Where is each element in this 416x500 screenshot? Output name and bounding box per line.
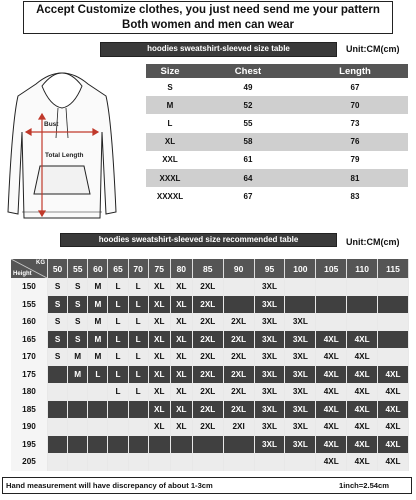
size-recommendation-cell: XL bbox=[148, 383, 170, 401]
size-recommendation-cell: 2XL bbox=[192, 418, 223, 436]
size-recommendation-cell: 2XL bbox=[192, 366, 223, 384]
recommend-table bbox=[11, 259, 409, 471]
header-line-2: Both women and men can wear bbox=[122, 19, 294, 31]
size-table-banner-text: hoodies sweatshirt-sleeved size table bbox=[147, 44, 290, 53]
size-recommendation-cell: XL bbox=[148, 331, 170, 349]
table-row bbox=[11, 313, 409, 331]
size-recommendation-cell: L bbox=[128, 313, 148, 331]
size-recommendation-cell bbox=[148, 436, 170, 454]
length-cell: 67 bbox=[350, 82, 360, 92]
size-recommendation-cell bbox=[148, 453, 170, 471]
size-cell: XL bbox=[146, 133, 194, 151]
size-recommendation-cell: XL bbox=[148, 313, 170, 331]
size-recommendation-cell bbox=[316, 278, 347, 296]
size-unit-label: Unit:CM(cm) bbox=[346, 44, 400, 54]
size-recommendation-cell bbox=[108, 453, 128, 471]
size-recommendation-cell bbox=[378, 296, 409, 314]
size-recommendation-cell: 4XL bbox=[347, 383, 378, 401]
height-cell: 205 bbox=[11, 453, 48, 471]
height-cell: 165 bbox=[11, 331, 48, 349]
size-table-banner bbox=[100, 42, 337, 57]
discrepancy-note: Hand measurement will have discrepancy of about 1-3cm bbox=[6, 481, 213, 490]
size-recommendation-cell: 4XL bbox=[316, 366, 347, 384]
bust-label: Bust bbox=[44, 121, 59, 128]
size-recommendation-cell: XL bbox=[148, 401, 170, 419]
size-recommendation-cell bbox=[316, 296, 347, 314]
size-recommendation-cell bbox=[128, 418, 148, 436]
size-cell: L bbox=[167, 118, 173, 128]
size-recommendation-cell: L bbox=[108, 296, 128, 314]
size-recommendation-cell: 4XL bbox=[378, 366, 409, 384]
col-length: Length bbox=[302, 64, 408, 78]
table-row bbox=[11, 366, 409, 384]
size-recommendation-cell bbox=[48, 418, 68, 436]
size-recommendation-cell: 2XL bbox=[223, 366, 254, 384]
size-recommendation-cell bbox=[88, 418, 108, 436]
size-recommendation-cell bbox=[347, 313, 378, 331]
size-recommendation-cell: 2XL bbox=[192, 383, 223, 401]
size-recommendation-cell: 2XL bbox=[223, 383, 254, 401]
size-recommendation-cell: L bbox=[128, 278, 148, 296]
size-recommendation-cell: XL bbox=[170, 296, 192, 314]
inch-conversion: 1inch=2.54cm bbox=[338, 481, 389, 490]
size-recommendation-cell bbox=[223, 436, 254, 454]
weight-header: 65 bbox=[108, 259, 128, 278]
size-recommendation-cell: S bbox=[48, 313, 68, 331]
length-cell: 79 bbox=[350, 155, 360, 165]
size-recommendation-cell: S bbox=[48, 331, 68, 349]
weight-header: 105 bbox=[316, 259, 347, 278]
size-recommendation-cell: S bbox=[68, 296, 88, 314]
size-recommendation-cell bbox=[285, 278, 316, 296]
size-recommendation-cell: 3XL bbox=[285, 348, 316, 366]
chest-cell: 49 bbox=[243, 82, 253, 92]
size-recommendation-cell: L bbox=[128, 366, 148, 384]
size-recommendation-cell: 4XL bbox=[347, 366, 378, 384]
header-banner bbox=[23, 1, 393, 34]
chest-cell: 61 bbox=[243, 155, 253, 165]
size-recommendation-cell bbox=[48, 436, 68, 454]
size-recommendation-cell: 4XL bbox=[316, 331, 347, 349]
size-recommendation-cell: 2XL bbox=[223, 401, 254, 419]
size-recommendation-cell: L bbox=[128, 348, 148, 366]
size-recommendation-cell: 2XL bbox=[223, 313, 254, 331]
size-recommendation-cell bbox=[68, 418, 88, 436]
size-recommendation-cell: 3XL bbox=[254, 348, 285, 366]
size-recommendation-cell: 4XL bbox=[378, 401, 409, 419]
size-recommendation-cell: 3XL bbox=[285, 436, 316, 454]
size-recommendation-cell: 4XL bbox=[316, 383, 347, 401]
weight-header: 80 bbox=[170, 259, 192, 278]
size-recommendation-cell: XL bbox=[170, 383, 192, 401]
size-recommendation-cell: L bbox=[108, 331, 128, 349]
size-recommendation-cell bbox=[378, 313, 409, 331]
size-cell: XXL bbox=[162, 155, 178, 165]
height-cell: 190 bbox=[11, 418, 48, 436]
size-recommendation-cell bbox=[68, 401, 88, 419]
size-recommendation-cell: 3XL bbox=[254, 436, 285, 454]
size-recommendation-cell: 3XL bbox=[254, 383, 285, 401]
size-recommendation-cell: L bbox=[128, 331, 148, 349]
size-recommendation-cell bbox=[68, 436, 88, 454]
size-recommendation-cell bbox=[88, 436, 108, 454]
size-recommendation-cell: L bbox=[108, 313, 128, 331]
size-recommendation-cell: XL bbox=[170, 348, 192, 366]
size-recommendation-cell: 4XL bbox=[347, 418, 378, 436]
size-recommendation-cell bbox=[128, 436, 148, 454]
col-size: Size bbox=[146, 64, 194, 78]
size-recommendation-cell bbox=[48, 383, 68, 401]
size-recommendation-cell: M bbox=[68, 348, 88, 366]
size-table-header bbox=[146, 64, 408, 78]
size-recommendation-cell: XL bbox=[170, 331, 192, 349]
weight-header: 115 bbox=[378, 259, 409, 278]
footer-note bbox=[2, 477, 412, 494]
size-recommendation-cell: 3XL bbox=[285, 418, 316, 436]
weight-header: 70 bbox=[128, 259, 148, 278]
size-recommendation-cell bbox=[48, 453, 68, 471]
size-recommendation-cell bbox=[128, 453, 148, 471]
height-cell: 160 bbox=[11, 313, 48, 331]
size-recommendation-cell bbox=[108, 436, 128, 454]
size-recommendation-cell: L bbox=[88, 366, 108, 384]
size-recommendation-cell bbox=[285, 296, 316, 314]
length-cell: 73 bbox=[350, 118, 360, 128]
size-recommendation-cell: S bbox=[68, 313, 88, 331]
height-cell: 185 bbox=[11, 401, 48, 419]
length-cell: 76 bbox=[302, 133, 408, 151]
size-recommendation-cell: 4XL bbox=[347, 331, 378, 349]
hoodie-diagram bbox=[2, 62, 122, 224]
size-recommendation-cell bbox=[48, 366, 68, 384]
size-recommendation-cell: 3XL bbox=[254, 296, 285, 314]
size-recommendation-cell: 2XL bbox=[192, 313, 223, 331]
chest-cell: 64 bbox=[194, 169, 302, 187]
total-length-label: Total Length bbox=[45, 152, 84, 159]
table-row bbox=[146, 114, 408, 132]
size-recommendation-cell: 3XL bbox=[254, 401, 285, 419]
table-row bbox=[11, 331, 409, 349]
size-cell: XXXL bbox=[146, 169, 194, 187]
size-recommendation-cell: M bbox=[88, 348, 108, 366]
size-recommendation-cell: S bbox=[68, 278, 88, 296]
corner-kg-label: KG bbox=[36, 260, 45, 266]
height-cell: 195 bbox=[11, 436, 48, 454]
size-recommendation-cell bbox=[170, 436, 192, 454]
size-recommendation-cell bbox=[347, 278, 378, 296]
size-recommendation-cell: 4XL bbox=[316, 401, 347, 419]
size-recommendation-cell: M bbox=[68, 366, 88, 384]
size-recommendation-cell bbox=[378, 278, 409, 296]
size-recommendation-cell: 4XL bbox=[316, 436, 347, 454]
weight-header: 95 bbox=[254, 259, 285, 278]
table-row bbox=[11, 296, 409, 314]
size-recommendation-cell: 3XL bbox=[254, 366, 285, 384]
size-recommendation-cell: 3XL bbox=[285, 313, 316, 331]
size-recommendation-cell: XL bbox=[170, 366, 192, 384]
weight-header: 85 bbox=[192, 259, 223, 278]
size-recommendation-cell: L bbox=[108, 366, 128, 384]
height-cell: 170 bbox=[11, 348, 48, 366]
col-chest: Chest bbox=[194, 64, 302, 78]
table-row bbox=[11, 436, 409, 454]
weight-header: 55 bbox=[68, 259, 88, 278]
table-row bbox=[11, 453, 409, 471]
size-recommendation-cell: 4XL bbox=[347, 436, 378, 454]
size-recommendation-cell: L bbox=[108, 383, 128, 401]
recommend-table-header bbox=[11, 259, 409, 278]
size-cell: S bbox=[167, 82, 173, 92]
size-recommendation-cell bbox=[347, 296, 378, 314]
size-recommendation-cell: 3XL bbox=[254, 313, 285, 331]
recommend-table-banner bbox=[60, 233, 337, 247]
size-recommendation-cell: 3XL bbox=[285, 383, 316, 401]
weight-header: 110 bbox=[347, 259, 378, 278]
corner-cell bbox=[11, 259, 48, 278]
size-recommendation-cell: 4XL bbox=[347, 453, 378, 471]
size-table bbox=[146, 64, 408, 205]
size-recommendation-cell: 4XL bbox=[347, 348, 378, 366]
size-recommendation-cell: L bbox=[128, 296, 148, 314]
size-recommendation-cell: L bbox=[108, 348, 128, 366]
size-recommendation-cell: XL bbox=[170, 313, 192, 331]
length-cell: 83 bbox=[350, 191, 360, 201]
size-recommendation-cell bbox=[68, 453, 88, 471]
size-recommendation-cell: 3XL bbox=[254, 418, 285, 436]
size-recommendation-cell bbox=[223, 453, 254, 471]
size-recommendation-cell: 4XL bbox=[378, 453, 409, 471]
table-row bbox=[11, 278, 409, 296]
height-cell: 175 bbox=[11, 366, 48, 384]
size-recommendation-cell: 4XL bbox=[316, 348, 347, 366]
chest-cell: 55 bbox=[243, 118, 253, 128]
table-row bbox=[11, 348, 409, 366]
size-recommendation-cell: XL bbox=[170, 401, 192, 419]
size-recommendation-cell bbox=[68, 383, 88, 401]
table-row bbox=[146, 78, 408, 96]
size-recommendation-cell bbox=[170, 453, 192, 471]
size-recommendation-cell bbox=[108, 418, 128, 436]
size-recommendation-cell: 2XL bbox=[223, 331, 254, 349]
size-recommendation-cell: M bbox=[88, 278, 108, 296]
height-cell: 180 bbox=[11, 383, 48, 401]
corner-height-label: Height bbox=[13, 271, 32, 277]
table-row bbox=[146, 96, 408, 114]
table-row bbox=[11, 401, 409, 419]
table-row bbox=[146, 187, 408, 205]
weight-header: 50 bbox=[48, 259, 68, 278]
chest-cell: 52 bbox=[194, 96, 302, 114]
size-recommendation-cell: L bbox=[128, 383, 148, 401]
size-recommendation-cell: S bbox=[68, 331, 88, 349]
size-recommendation-cell bbox=[88, 383, 108, 401]
size-recommendation-cell bbox=[192, 453, 223, 471]
size-recommendation-cell bbox=[128, 401, 148, 419]
table-row bbox=[11, 383, 409, 401]
weight-header: 100 bbox=[285, 259, 316, 278]
size-recommendation-cell: S bbox=[48, 296, 68, 314]
weight-header: 60 bbox=[88, 259, 108, 278]
size-recommendation-cell: 4XL bbox=[378, 383, 409, 401]
size-cell: XXXXL bbox=[156, 191, 184, 201]
size-recommendation-cell bbox=[285, 453, 316, 471]
size-recommendation-cell: L bbox=[108, 278, 128, 296]
size-recommendation-cell bbox=[223, 278, 254, 296]
table-row bbox=[146, 133, 408, 151]
size-recommendation-cell: 2XL bbox=[192, 296, 223, 314]
size-recommendation-cell: 2XL bbox=[192, 278, 223, 296]
size-recommendation-cell: XL bbox=[170, 278, 192, 296]
size-recommendation-cell: XL bbox=[148, 296, 170, 314]
size-recommendation-cell: M bbox=[88, 296, 108, 314]
recommend-table-body bbox=[11, 278, 409, 471]
length-cell: 81 bbox=[302, 169, 408, 187]
size-recommendation-cell: 4XL bbox=[316, 453, 347, 471]
size-recommendation-cell: XL bbox=[148, 348, 170, 366]
size-recommendation-cell bbox=[254, 453, 285, 471]
size-recommendation-cell: S bbox=[48, 348, 68, 366]
table-row bbox=[146, 169, 408, 187]
size-recommendation-cell: 3XL bbox=[285, 366, 316, 384]
size-recommendation-cell: 3XL bbox=[285, 401, 316, 419]
size-recommendation-cell: 2XL bbox=[223, 348, 254, 366]
height-cell: 155 bbox=[11, 296, 48, 314]
header-line-1: Accept Customize clothes, you just need send me your pattern bbox=[36, 4, 380, 16]
size-recommendation-cell bbox=[378, 348, 409, 366]
size-recommendation-cell: 3XL bbox=[285, 331, 316, 349]
size-recommendation-cell: S bbox=[48, 278, 68, 296]
size-recommendation-cell bbox=[316, 313, 347, 331]
size-recommendation-cell: 2XI bbox=[223, 418, 254, 436]
size-recommendation-cell: XL bbox=[148, 418, 170, 436]
size-recommendation-cell: XL bbox=[170, 418, 192, 436]
weight-header: 75 bbox=[148, 259, 170, 278]
table-row bbox=[11, 418, 409, 436]
size-recommendation-cell: M bbox=[88, 313, 108, 331]
size-recommendation-cell: 2XL bbox=[192, 401, 223, 419]
size-recommendation-cell: 3XL bbox=[254, 331, 285, 349]
chest-cell: 58 bbox=[194, 133, 302, 151]
size-recommendation-cell: XL bbox=[148, 278, 170, 296]
table-row bbox=[146, 151, 408, 169]
size-recommendation-cell: XL bbox=[148, 366, 170, 384]
chest-cell: 67 bbox=[243, 191, 253, 201]
size-recommendation-cell bbox=[88, 453, 108, 471]
size-recommendation-cell bbox=[192, 436, 223, 454]
size-recommendation-cell bbox=[48, 401, 68, 419]
size-recommendation-cell: 4XL bbox=[378, 436, 409, 454]
recommend-unit-label: Unit:CM(cm) bbox=[346, 237, 400, 247]
size-recommendation-cell: 4XL bbox=[316, 418, 347, 436]
size-recommendation-cell: 4XL bbox=[378, 418, 409, 436]
size-recommendation-cell: 2XL bbox=[192, 331, 223, 349]
weight-header: 90 bbox=[223, 259, 254, 278]
size-recommendation-cell: 4XL bbox=[347, 401, 378, 419]
size-recommendation-cell: 3XL bbox=[254, 278, 285, 296]
size-recommendation-cell bbox=[378, 331, 409, 349]
height-cell: 150 bbox=[11, 278, 48, 296]
size-recommendation-cell bbox=[223, 296, 254, 314]
size-recommendation-cell bbox=[88, 401, 108, 419]
size-recommendation-cell: 2XL bbox=[192, 348, 223, 366]
length-cell: 70 bbox=[302, 96, 408, 114]
size-cell: M bbox=[146, 96, 194, 114]
size-recommendation-cell: M bbox=[88, 331, 108, 349]
recommend-table-banner-text: hoodies sweatshirt-sleeved size recommended table bbox=[98, 235, 299, 244]
size-recommendation-cell bbox=[108, 401, 128, 419]
